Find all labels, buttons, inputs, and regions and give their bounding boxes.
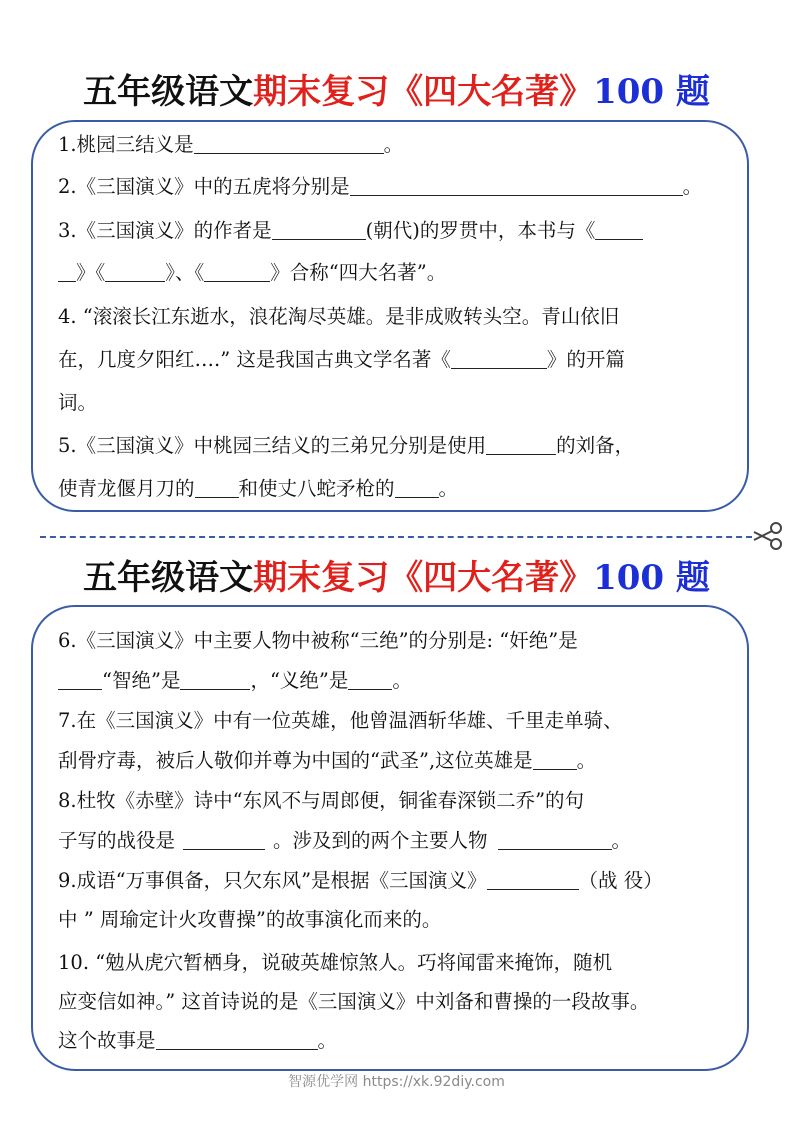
answer-blank[interactable] bbox=[204, 280, 270, 282]
question-9-cont: 中 ” 周瑜定计火攻曹操”的故事演化而来的。 bbox=[58, 908, 442, 931]
question-6: 6.《三国演义》中主要人物中被称“三绝”的分别是: “奸绝”是 bbox=[58, 629, 578, 652]
answer-blank[interactable] bbox=[595, 238, 643, 240]
answer-blank[interactable] bbox=[58, 688, 102, 690]
answer-blank[interactable] bbox=[156, 1048, 318, 1050]
title-black: 五年级语文 bbox=[83, 72, 254, 112]
title-red: 期末复习《四大名著》 bbox=[253, 558, 594, 598]
question-1: 1.桃园三结义是 。 bbox=[58, 133, 404, 156]
question-6-cont: “智绝”是 ，“义绝”是 。 bbox=[58, 660, 748, 702]
question-10: 10. “勉从虎穴暂栖身，说破英雄惊煞人。巧将闻雷来掩饰，随机 bbox=[58, 951, 613, 974]
scissors-icon bbox=[750, 520, 786, 552]
section-2-title bbox=[0, 550, 793, 599]
answer-blank[interactable] bbox=[183, 848, 265, 850]
question-9: 9.成语“万事俱备，只欠东风”是根据《三国演义》 （战 役） bbox=[58, 869, 663, 892]
answer-blank[interactable] bbox=[180, 688, 250, 690]
answer-blank[interactable] bbox=[348, 688, 392, 690]
question-5-cont: 使青龙偃月刀的 和使丈八蛇矛枪的 。 bbox=[58, 477, 459, 500]
answer-blank[interactable] bbox=[395, 496, 439, 498]
answer-blank[interactable] bbox=[533, 768, 577, 770]
answer-blank[interactable] bbox=[105, 280, 165, 282]
answer-blank[interactable] bbox=[498, 848, 612, 850]
section-1-title bbox=[0, 64, 793, 113]
title-black: 五年级语文 bbox=[83, 558, 254, 598]
question-7: 7.在《三国演义》中有一位英雄，他曾温酒斩华雄、千里走单骑、 bbox=[58, 709, 623, 732]
question-3-cont: 》《 》、《 》合称“四大名著”。 bbox=[58, 252, 748, 294]
answer-blank[interactable] bbox=[272, 238, 366, 240]
question-10-end: 这个故事是 。 bbox=[58, 1029, 338, 1052]
title-red: 期末复习《四大名著》 bbox=[253, 72, 594, 112]
answer-blank[interactable] bbox=[486, 453, 556, 455]
answer-blank[interactable] bbox=[58, 280, 76, 282]
question-4: 4. “滚滚长江东逝水，浪花淘尽英雄。是非成败转头空。青山依旧 bbox=[58, 305, 620, 328]
question-8-cont: 子写的战役是 。涉及到的两个主要人物 。 bbox=[58, 829, 632, 852]
answer-blank[interactable] bbox=[195, 496, 239, 498]
answer-blank[interactable] bbox=[350, 194, 683, 196]
question-3: 3.《三国演义》的作者是 (朝代)的罗贯中，本书与《 bbox=[58, 210, 748, 252]
question-10-cont: 应变信如神。” 这首诗说的是《三国演义》中刘备和曹操的一段故事。 bbox=[58, 990, 650, 1013]
title-blue: 100 题 bbox=[593, 558, 710, 598]
question-2: 2.《三国演义》中的五虎将分别是 。 bbox=[58, 175, 703, 198]
answer-blank[interactable] bbox=[194, 152, 384, 154]
cut-line bbox=[40, 536, 752, 538]
question-4-cont: 在，几度夕阳红….” 这是我国古典文学名著《 》的开篇 bbox=[58, 348, 625, 371]
question-4-end: 词。 bbox=[58, 391, 98, 414]
question-5: 5.《三国演义》中桃园三结义的三弟兄分别是使用 的刘备， bbox=[58, 434, 635, 457]
title-blue: 100 题 bbox=[593, 72, 710, 112]
watermark-footer: 智源优学网 https://xk.92diy.com bbox=[288, 1074, 505, 1090]
answer-blank[interactable] bbox=[451, 367, 547, 369]
answer-blank[interactable] bbox=[487, 888, 579, 890]
question-8: 8.杜牧《赤壁》诗中“东风不与周郎便，铜雀春深锁二乔”的句 bbox=[58, 789, 585, 812]
question-7-cont: 刮骨疗毒，被后人敬仰并尊为中国的“武圣”,这位英雄是 。 bbox=[58, 749, 597, 772]
